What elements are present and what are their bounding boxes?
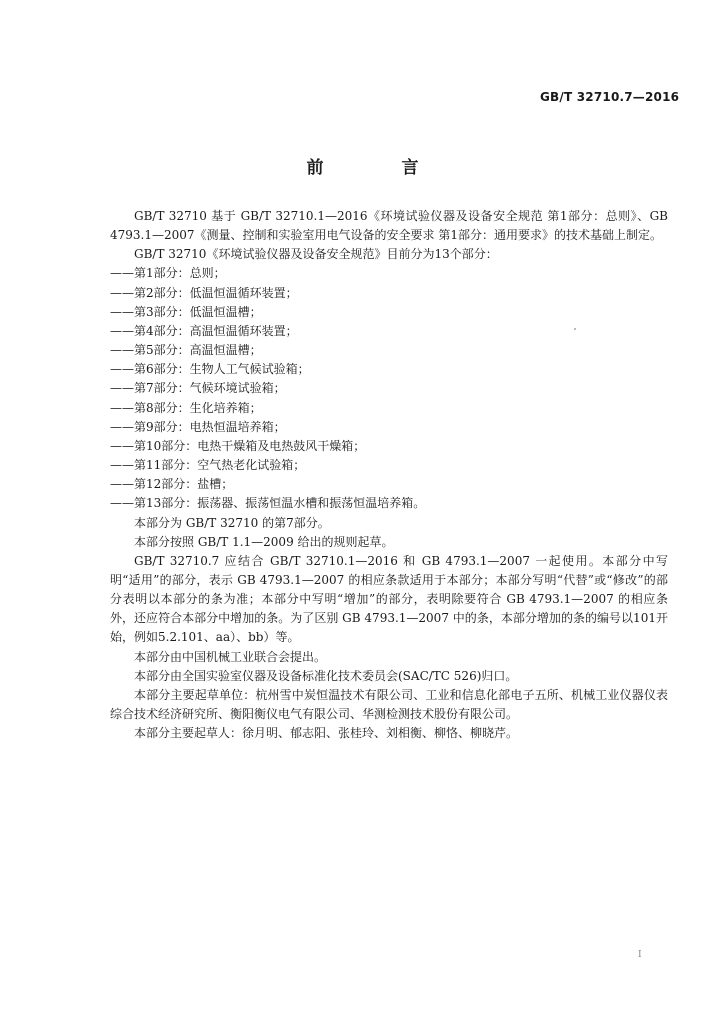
list-item: ——第11部分：空气热老化试验箱；	[110, 458, 306, 473]
list-item: ——第3部分：低温恒温槽；	[110, 304, 262, 319]
scan-speck	[574, 328, 576, 330]
list-item: ——第8部分：生化培养箱；	[110, 400, 262, 415]
page-number: I	[638, 950, 642, 960]
drafters-paragraph: 本部分主要起草人：徐月明、郁志阳、张桂玲、刘相衡、柳恪、柳晓芹。	[134, 726, 519, 741]
list-item: ——第6部分：生物人工气候试验箱；	[110, 362, 310, 377]
drafting-rules-paragraph: 本部分按照 GB/T 1.1—2009 给出的规则起草。	[134, 534, 394, 549]
parts-list	[110, 264, 668, 513]
list-item: ——第5部分：高温恒温槽；	[110, 343, 262, 358]
intro-paragraph: GB/T 32710 基于 GB/T 32710.1—2016《环境试验仪器及设备安全规范 第1部分：总则》、GB 4793.1—2007《测量、控制和实验室用电气设备的安全要求 第1部分：通用要求》的技术基础上制定。	[110, 209, 668, 243]
foreword-body	[110, 207, 668, 743]
list-item: ——第12部分：盐槽；	[110, 477, 234, 492]
part-number-paragraph: 本部分为 GB/T 32710 的第7部分。	[134, 515, 330, 530]
page-title: 前 言	[306, 158, 455, 178]
list-item: ——第10部分：电热干燥箱及电热鼓风干燥箱；	[110, 438, 366, 453]
list-item: ——第9部分：电热恒温培养箱；	[110, 419, 286, 434]
parts-intro-paragraph: GB/T 32710《环境试验仪器及设备安全规范》目前分为13个部分：	[134, 247, 498, 262]
list-item: ——第1部分：总则；	[110, 266, 226, 281]
list-item: ——第4部分：高温恒温循环装置；	[110, 323, 298, 338]
list-item: ——第2部分：低温恒温循环装置；	[110, 285, 298, 300]
standard-code: GB/T 32710.7—2016	[540, 90, 680, 104]
administrator-paragraph: 本部分由全国实验室仪器及设备标准化技术委员会(SAC/TC 526)归口。	[134, 668, 518, 683]
list-item: ——第7部分：气候环境试验箱；	[110, 381, 286, 396]
proposer-paragraph: 本部分由中国机械工业联合会提出。	[134, 649, 327, 664]
list-item: ——第13部分：振荡器、振荡恒温水槽和振荡恒温培养箱。	[110, 496, 426, 511]
drafting-units-paragraph: 本部分主要起草单位：杭州雪中炭恒温技术有限公司、工业和信息化部电子五所、机械工业仪器仪表综合技术经济研究所、衡阳衡仪电气有限公司、华测检测技术股份有限公司。	[110, 687, 668, 722]
usage-paragraph: GB/T 32710.7 应结合 GB/T 32710.1—2016 和 GB 4793.1—2007 一起使用。本部分中写明“适用”的部分，表示 GB 4793.1—2007 的相应条款适用于本部分；本部分写明“代替”或“修改”的部分表明以本部分的条为准；本部分中写明“增加”的部分，表明除要符合 GB 4793.1—2007 的相应条外，还应符合本部分中增加的条。为了区别 GB 4793.1—2007 中的条，本部分增加的条的编号以101开始，例如5.2.101、aa）、bb）等。	[110, 553, 668, 645]
